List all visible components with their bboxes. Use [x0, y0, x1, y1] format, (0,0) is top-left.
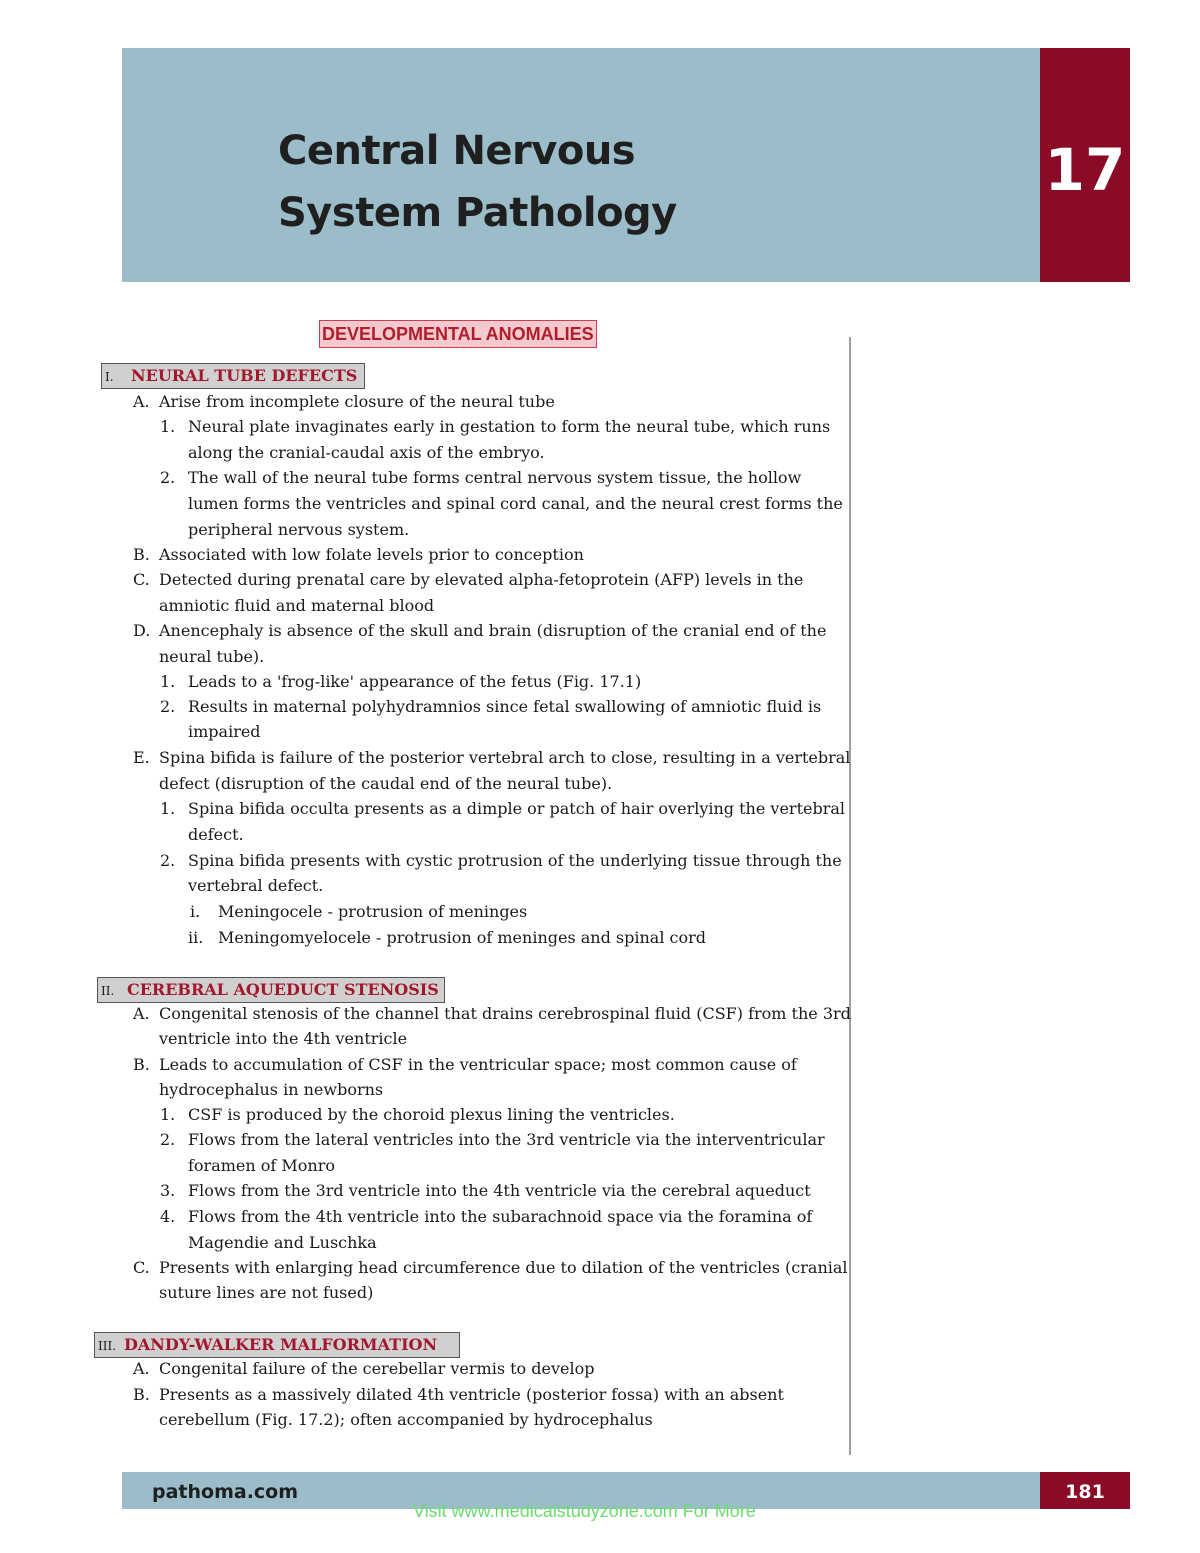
list-marker: 2.: [160, 1130, 176, 1149]
outline-line: Spina bifida occulta presents as a dimple or patch of hair overlying the vertebral: [188, 799, 846, 818]
list-marker: E.: [133, 748, 150, 767]
outline-line: cerebellum (Fig. 17.2); often accompanied by hydrocephalus: [159, 1410, 653, 1429]
list-marker: D.: [133, 621, 151, 640]
outline-line: Flows from the 4th ventricle into the subarachnoid space via the foramina of: [188, 1207, 813, 1226]
section-heading-text: CEREBRAL AQUEDUCT STENOSIS: [127, 980, 439, 999]
list-marker: 1.: [160, 1105, 176, 1124]
margin-rule: [849, 337, 851, 1455]
list-marker: 2.: [160, 697, 176, 716]
outline-line: defect.: [188, 825, 244, 844]
list-marker: B.: [133, 1385, 150, 1404]
section-heading: [94, 1332, 460, 1358]
outline-line: Anencephaly is absence of the skull and brain (disruption of the cranial end of the: [159, 621, 827, 640]
list-marker: A.: [133, 1004, 150, 1023]
outline-line: The wall of the neural tube forms central nervous system tissue, the hollow: [188, 468, 802, 487]
section-heading-text: NEURAL TUBE DEFECTS: [131, 366, 358, 385]
outline-line: peripheral nervous system.: [188, 520, 410, 539]
outline-line: Presents with enlarging head circumference due to dilation of the ventricles (cranial: [159, 1258, 848, 1277]
outline-line: lumen forms the ventricles and spinal cord canal, and the neural crest forms the: [188, 494, 843, 513]
outline-line: Associated with low folate levels prior to conception: [159, 545, 584, 564]
outline-line: Neural plate invaginates early in gestation to form the neural tube, which runs: [188, 417, 831, 436]
outline-line: Results in maternal polyhydramnios since fetal swallowing of amniotic fluid is: [188, 697, 822, 716]
chapter-title-line1: Central Nervous: [278, 128, 636, 174]
list-marker: 2.: [160, 851, 176, 870]
list-marker: i.: [190, 902, 201, 921]
section-heading-text: DANDY-WALKER MALFORMATION: [124, 1335, 438, 1354]
outline-line: Meningocele - protrusion of meninges: [218, 902, 528, 921]
section-numeral: III.: [98, 1339, 117, 1353]
page-number: 181: [1065, 1481, 1105, 1503]
list-marker: B.: [133, 545, 150, 564]
list-marker: A.: [133, 392, 150, 411]
outline-line: hydrocephalus in newborns: [159, 1080, 384, 1099]
outline-line: impaired: [188, 722, 261, 741]
section-heading: [101, 363, 365, 389]
list-marker: 1.: [160, 799, 176, 818]
footer-site[interactable]: pathoma.com: [152, 1481, 299, 1503]
outline-line: ventricle into the 4th ventricle: [159, 1029, 408, 1048]
list-marker: 1.: [160, 417, 176, 436]
outline-line: amniotic fluid and maternal blood: [159, 596, 435, 615]
outline-line: Leads to accumulation of CSF in the ventricular space; most common cause of: [159, 1055, 797, 1074]
outline-line: Meningomyelocele - protrusion of meninges and spinal cord: [218, 928, 707, 947]
list-marker: 1.: [160, 672, 176, 691]
watermark: Visit www.medicalstudyzone.com For More: [413, 1501, 756, 1521]
outline-line: Leads to a 'frog-like' appearance of the fetus (Fig. 17.1): [188, 672, 642, 691]
chapter-number: 17: [1044, 136, 1126, 204]
list-marker: A.: [133, 1359, 150, 1378]
outline-line: neural tube).: [159, 647, 265, 666]
section-numeral: I.: [105, 370, 114, 384]
outline-line: Congenital failure of the cerebellar vermis to develop: [159, 1359, 595, 1378]
outline-line: Spina bifida presents with cystic protrusion of the underlying tissue through the: [188, 851, 842, 870]
outline-line: along the cranial-caudal axis of the embryo.: [188, 443, 545, 462]
outline-line: foramen of Monro: [188, 1156, 336, 1175]
list-marker: ii.: [188, 928, 204, 947]
outline-line: suture lines are not fused): [159, 1283, 374, 1302]
outline-line: Flows from the lateral ventricles into the 3rd ventricle via the interventricular: [188, 1130, 825, 1149]
outline-line: vertebral defect.: [188, 876, 324, 895]
section-numeral: II.: [101, 984, 115, 998]
outline-line: CSF is produced by the choroid plexus lining the ventricles.: [188, 1105, 675, 1124]
list-marker: C.: [133, 570, 150, 589]
list-marker: 3.: [160, 1181, 176, 1200]
outline-line: Presents as a massively dilated 4th ventricle (posterior fossa) with an absent: [159, 1385, 784, 1404]
outline-line: Congenital stenosis of the channel that drains cerebrospinal fluid (CSF) from the 3rd: [159, 1004, 851, 1023]
outline-line: Flows from the 3rd ventricle into the 4th ventricle via the cerebral aqueduct: [188, 1181, 811, 1200]
list-marker: 2.: [160, 468, 176, 487]
chapter-title: [278, 120, 677, 244]
outline-line: Spina bifida is failure of the posterior vertebral arch to close, resulting in a vertebral: [159, 748, 851, 767]
section-title: DEVELOPMENTAL ANOMALIES: [319, 320, 597, 348]
list-marker: B.: [133, 1055, 150, 1074]
outline-line: defect (disruption of the caudal end of the neural tube).: [159, 774, 613, 793]
outline-line: Magendie and Luschka: [188, 1233, 377, 1252]
list-marker: C.: [133, 1258, 150, 1277]
list-marker: 4.: [160, 1207, 176, 1226]
chapter-title-line2: System Pathology: [278, 190, 677, 236]
section-heading: [97, 977, 445, 1003]
outline-line: Arise from incomplete closure of the neural tube: [159, 392, 555, 411]
outline-line: Detected during prenatal care by elevated alpha-fetoprotein (AFP) levels in the: [159, 570, 804, 589]
